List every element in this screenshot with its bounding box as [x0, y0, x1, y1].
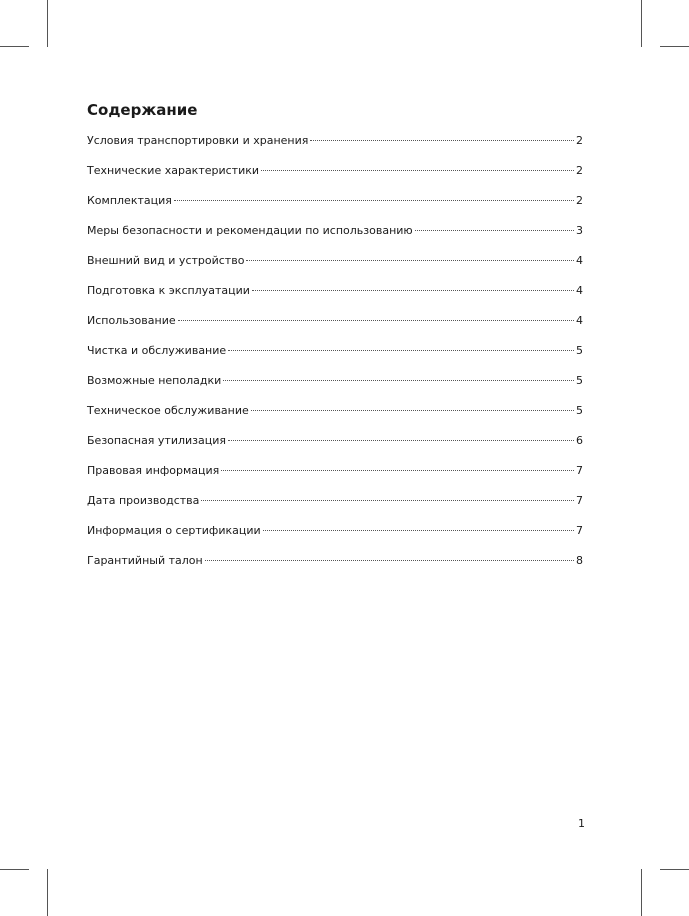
toc-entry-page: 5 — [576, 404, 583, 417]
toc-leader-dots — [310, 139, 574, 141]
toc-entry-page: 3 — [576, 224, 583, 237]
toc-entry-page: 5 — [576, 344, 583, 357]
toc-entry-label: Подготовка к эксплуатации — [87, 284, 250, 297]
crop-mark-bottom-right-horizontal — [660, 869, 689, 870]
toc-leader-dots — [246, 259, 574, 261]
toc-entry-page: 5 — [576, 374, 583, 387]
toc-entry[interactable] — [87, 490, 583, 520]
toc-entry[interactable] — [87, 460, 583, 490]
toc-entry-page: 7 — [576, 494, 583, 507]
toc-entry[interactable] — [87, 400, 583, 430]
toc-entry-label: Гарантийный талон — [87, 554, 203, 567]
toc-entry-label: Чистка и обслуживание — [87, 344, 227, 357]
toc-entry[interactable] — [87, 130, 583, 160]
toc-entry-label: Использование — [87, 314, 176, 327]
toc-entry-label: Технические характеристики — [87, 164, 260, 177]
toc-entry-label: Внешний вид и устройство — [87, 254, 245, 267]
toc-entry-label: Возможные неполадки — [87, 374, 222, 387]
toc-entry-label: Информация о сертификации — [87, 524, 261, 537]
toc-entry[interactable] — [87, 430, 583, 460]
toc-entry[interactable] — [87, 550, 583, 580]
toc-entry[interactable] — [87, 520, 583, 550]
toc-leader-dots — [415, 229, 574, 231]
toc-entry-label: Безопасная утилизация — [87, 434, 227, 447]
toc-leader-dots — [178, 319, 574, 321]
toc-entry-page: 2 — [576, 134, 583, 147]
crop-mark-top-left-horizontal — [0, 46, 29, 47]
toc-leader-dots — [221, 469, 574, 471]
toc-entry-page: 2 — [576, 194, 583, 207]
toc-leader-dots — [223, 379, 574, 381]
toc-leader-dots — [228, 439, 574, 441]
toc-entry-label: Условия транспортировки и хранения — [87, 134, 309, 147]
toc-entry-page: 4 — [576, 314, 583, 327]
toc-entry-label: Техническое обслуживание — [87, 404, 249, 417]
toc-leader-dots — [205, 559, 574, 561]
toc-entry[interactable] — [87, 340, 583, 370]
toc-entry-label: Правовая информация — [87, 464, 220, 477]
toc-leader-dots — [251, 409, 574, 411]
toc-entry-page: 4 — [576, 254, 583, 267]
toc-leader-dots — [252, 289, 574, 291]
toc-entry-page: 4 — [576, 284, 583, 297]
toc-entry-page: 7 — [576, 524, 583, 537]
toc-entry-label: Комплектация — [87, 194, 172, 207]
toc-entry[interactable] — [87, 190, 583, 220]
toc-entry[interactable] — [87, 220, 583, 250]
toc-leader-dots — [263, 529, 574, 531]
toc-entry-page: 7 — [576, 464, 583, 477]
page-number: 1 — [578, 817, 585, 830]
table-of-contents — [87, 100, 583, 580]
toc-leader-dots — [261, 169, 574, 171]
crop-mark-bottom-right-vertical — [641, 869, 642, 916]
toc-leader-dots — [174, 199, 574, 201]
crop-mark-top-right-horizontal — [660, 46, 689, 47]
toc-entry[interactable] — [87, 160, 583, 190]
crop-mark-top-right-vertical — [641, 0, 642, 47]
toc-entry-label: Дата производства — [87, 494, 200, 507]
toc-entry-page: 2 — [576, 164, 583, 177]
toc-list — [87, 130, 583, 580]
toc-entry[interactable] — [87, 250, 583, 280]
toc-entry[interactable] — [87, 280, 583, 310]
toc-entry-page: 8 — [576, 554, 583, 567]
toc-entry-label: Меры безопасности и рекомендации по использованию — [87, 224, 413, 237]
toc-entry[interactable] — [87, 370, 583, 400]
crop-mark-bottom-left-vertical — [47, 869, 48, 916]
toc-entry-page: 6 — [576, 434, 583, 447]
toc-leader-dots — [228, 349, 574, 351]
crop-mark-bottom-left-horizontal — [0, 869, 29, 870]
toc-title: Содержание — [87, 101, 198, 119]
crop-mark-top-left-vertical — [47, 0, 48, 47]
toc-entry[interactable] — [87, 310, 583, 340]
toc-leader-dots — [201, 499, 574, 501]
